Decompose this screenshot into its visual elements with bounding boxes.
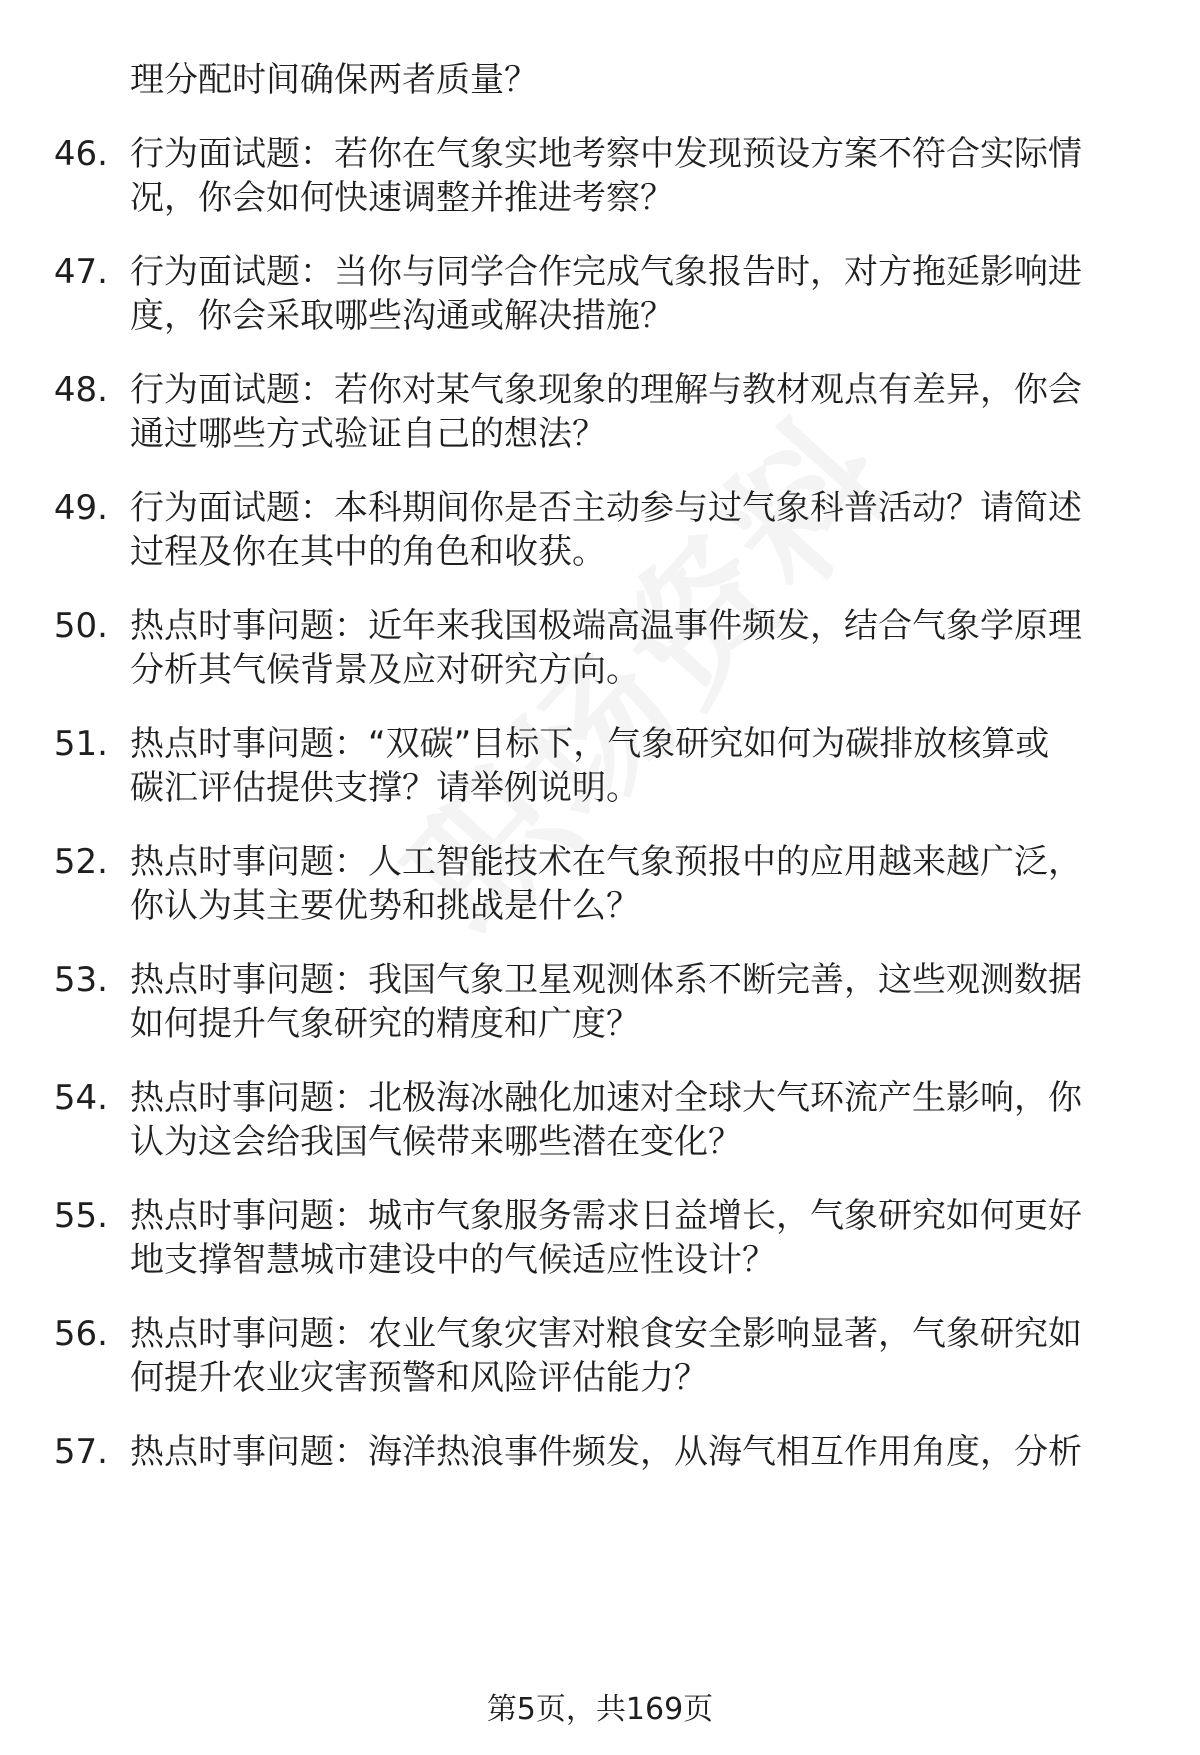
item-text-line: 热点时事问题：“双碳”目标下，气象研究如何为碳排放核算或 [130, 724, 1050, 764]
item-text-line: 热点时事问题：城市气象服务需求日益增长，气象研究如何更好 [130, 1196, 1082, 1236]
item-text-line: 认为这会给我国气候带来哪些潜在变化？ [130, 1122, 742, 1162]
item-number: 47. [53, 252, 108, 292]
item-text-line: 行为面试题：本科期间你是否主动参与过气象科普活动？请简述 [130, 488, 1082, 528]
item-number: 54. [53, 1078, 108, 1118]
item-text-line: 如何提升气象研究的精度和广度？ [130, 1004, 640, 1044]
item-number: 52. [53, 842, 108, 882]
item-number: 48. [53, 370, 108, 410]
item-text-line: 况，你会如何快速调整并推进考察？ [130, 178, 674, 218]
item-text-line: 你认为其主要优势和挑战是什么？ [130, 886, 640, 926]
item-text-line: 热点时事问题：海洋热浪事件频发，从海气相互作用角度，分析 [130, 1432, 1082, 1472]
item-number: 51. [53, 724, 108, 764]
item-text-line: 热点时事问题：近年来我国极端高温事件频发，结合气象学原理 [130, 606, 1082, 646]
item-text-line: 碳汇评估提供支撑？请举例说明。 [130, 768, 640, 808]
item-number: 57. [53, 1432, 108, 1472]
continuation-line: 理分配时间确保两者质量？ [130, 60, 538, 100]
item-number: 50. [53, 606, 108, 646]
item-text-line: 行为面试题：若你对某气象现象的理解与教材观点有差异，你会 [130, 370, 1082, 410]
item-text-line: 热点时事问题：北极海冰融化加速对全球大气环流产生影响，你 [130, 1078, 1082, 1118]
item-text-line: 行为面试题：若你在气象实地考察中发现预设方案不符合实际情 [130, 134, 1082, 174]
item-text-line: 热点时事问题：我国气象卫星观测体系不断完善，这些观测数据 [130, 960, 1082, 1000]
item-number: 53. [53, 960, 108, 1000]
item-text-line: 通过哪些方式验证自己的想法？ [130, 414, 606, 454]
item-text-line: 热点时事问题：农业气象灾害对粮食安全影响显著，气象研究如 [130, 1314, 1082, 1354]
item-number: 55. [53, 1196, 108, 1236]
item-text-line: 地支撑智慧城市建设中的气候适应性设计？ [130, 1240, 776, 1280]
item-text-line: 热点时事问题：人工智能技术在气象预报中的应用越来越广泛， [130, 842, 1082, 882]
item-text-line: 何提升农业灾害预警和风险评估能力？ [130, 1358, 708, 1398]
item-number: 56. [53, 1314, 108, 1354]
item-text-line: 度，你会采取哪些沟通或解决措施？ [130, 296, 674, 336]
item-text-line: 行为面试题：当你与同学合作完成气象报告时，对方拖延影响进 [130, 252, 1082, 292]
item-number: 49. [53, 488, 108, 528]
item-text-line: 过程及你在其中的角色和收获。 [130, 532, 606, 572]
page-footer: 第5页，共169页 [486, 1692, 714, 1727]
item-number: 46. [53, 134, 108, 174]
item-text-line: 分析其气候背景及应对研究方向。 [130, 650, 640, 690]
